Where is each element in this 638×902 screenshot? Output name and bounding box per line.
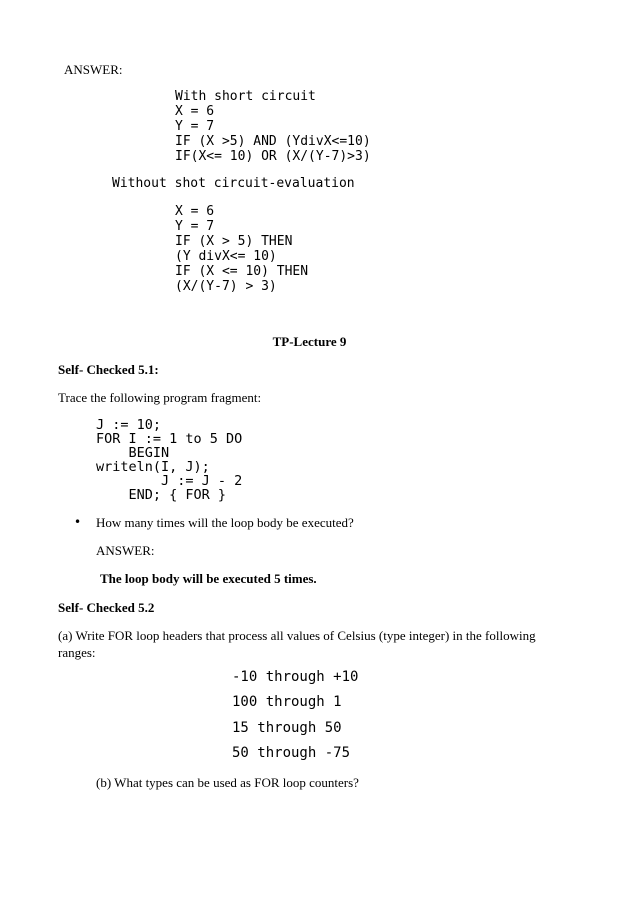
- nsc-line: Y = 7: [175, 219, 215, 234]
- range-line: 50 through -75: [232, 745, 351, 761]
- short-circuit-title: With short circuit: [175, 89, 316, 104]
- loop-question: How many times will the loop body be executed?: [96, 515, 354, 530]
- nsc-line: (Y divX<= 10): [175, 249, 277, 264]
- self-check-5-1-intro: Trace the following program fragment:: [58, 390, 262, 405]
- code-line: FOR I := 1 to 5 DO: [96, 431, 243, 447]
- nsc-line: IF (X > 5) THEN: [175, 234, 293, 249]
- code-line: J := J - 2: [96, 473, 243, 489]
- self-check-5-2-heading: Self- Checked 5.2: [58, 600, 155, 615]
- part-a-text: (a) Write FOR loop headers that process all values of Celsius (type integer) in the following: [58, 628, 536, 643]
- code-line: writeln(I, J);: [96, 459, 210, 475]
- bullet-point: •: [74, 515, 82, 529]
- nsc-line: X = 6: [175, 204, 215, 219]
- lecture-title: TP-Lecture 9: [272, 334, 347, 349]
- range-line: 100 through 1: [232, 694, 342, 710]
- sc-line: Y = 7: [175, 119, 215, 134]
- sc-line: IF (X >5) AND (YdivX<=10): [175, 134, 371, 149]
- nsc-line: (X/(Y-7) > 3): [175, 279, 277, 294]
- code-line: BEGIN: [96, 445, 170, 461]
- answer-label: ANSWER:: [64, 62, 123, 77]
- part-b-text: (b) What types can be used as FOR loop counters?: [96, 775, 359, 790]
- code-line: J := 10;: [96, 417, 162, 433]
- part-a-text: ranges:: [58, 645, 96, 660]
- sc-line: IF(X<= 10) OR (X/(Y-7)>3): [175, 149, 371, 164]
- range-line: -10 through +10: [232, 669, 359, 685]
- no-short-circuit-title: Without shot circuit-evaluation: [112, 176, 355, 191]
- loop-answer: The loop body will be executed 5 times.: [100, 571, 317, 586]
- range-line: 15 through 50: [232, 720, 342, 736]
- nsc-line: IF (X <= 10) THEN: [175, 264, 309, 279]
- code-line: END; { FOR }: [96, 487, 227, 503]
- self-check-5-1-heading: Self- Checked 5.1:: [58, 362, 159, 377]
- answer-label: ANSWER:: [96, 543, 155, 558]
- sc-line: X = 6: [175, 104, 215, 119]
